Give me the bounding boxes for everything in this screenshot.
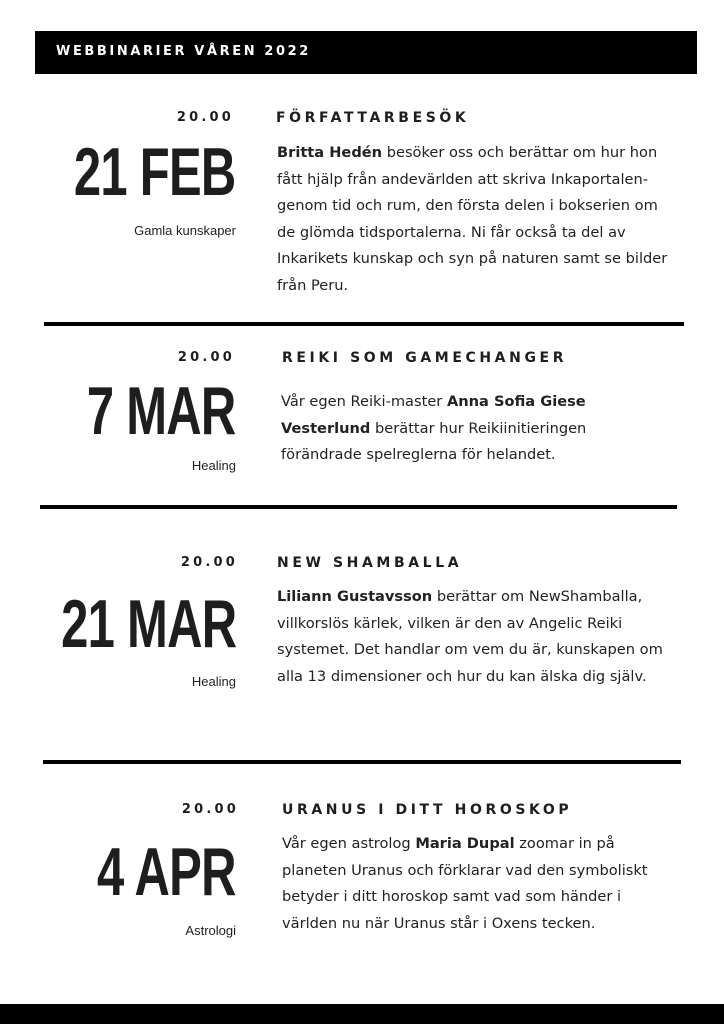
event-date: 21 MAR [60,586,236,662]
event-description [281,389,661,469]
divider [43,760,681,764]
event-category: Astrologi [185,923,236,938]
description-text: berättar hur Reikiinitieringen förändrade spelreglerna för helandet. [281,419,587,463]
event-time: 20.00 [180,555,238,570]
event-description [282,831,672,937]
description-text: besöker oss och berättar om hur hon fått hjälp från andevärlden att skriva Inkaportalen-genom tid och rum, den första delen i bokserien om de glömda tidsportalerna. Ni får också ta del av Inkarikets kunskap och syn på naturen samt se bilder från Peru. [277,144,668,294]
presenter-name: Britta Hedén [277,144,383,161]
page-title: WEBBINARIER VÅREN 2022 [56,44,311,59]
presenter-name: Maria Dupal [415,835,515,852]
event-title: REIKI SOM GAMECHANGER [282,350,568,366]
presenter-name: Liliann Gustavsson [277,588,433,605]
header-bar [35,31,697,74]
description-intro: Vår egen astrolog [282,835,416,852]
event-time: 20.00 [177,350,235,365]
event-date: 4 APR [97,834,236,910]
event-category: Healing [191,458,236,473]
event-time: 20.00 [176,110,234,125]
footer-bar [0,1004,724,1024]
event-date: 7 MAR [87,373,236,449]
event-description [277,140,677,299]
event-title: NEW SHAMBALLA [277,555,463,571]
event-title: URANUS I DITT HOROSKOP [282,802,573,818]
presenter-name: Anna Sofia Giese Vesterlund [281,393,586,437]
divider [44,322,684,326]
description-text: zoomar in på planeten Uranus och förklarar vad den symboliskt betyder i ditt horoskop samt vad som händer i världen nu när Uranus står i Oxens tecken. [282,835,648,932]
description-intro: Vår egen Reiki-master [281,393,447,410]
event-description [277,584,677,690]
divider [40,505,677,509]
event-time: 20.00 [181,802,239,817]
event-category: Gamla kunskaper [134,223,236,238]
event-date: 21 FEB [74,134,236,210]
event-title: FÖRFATTARBESÖK [276,110,470,126]
description-text: berättar om NewShamballa, villkorslös kärlek, vilken är den av Angelic Reiki systemet. Det handlar om vem du är, kunskapen om alla 13 dimensioner och hur du kan älska dig själv. [277,588,663,685]
event-category: Healing [191,674,236,689]
